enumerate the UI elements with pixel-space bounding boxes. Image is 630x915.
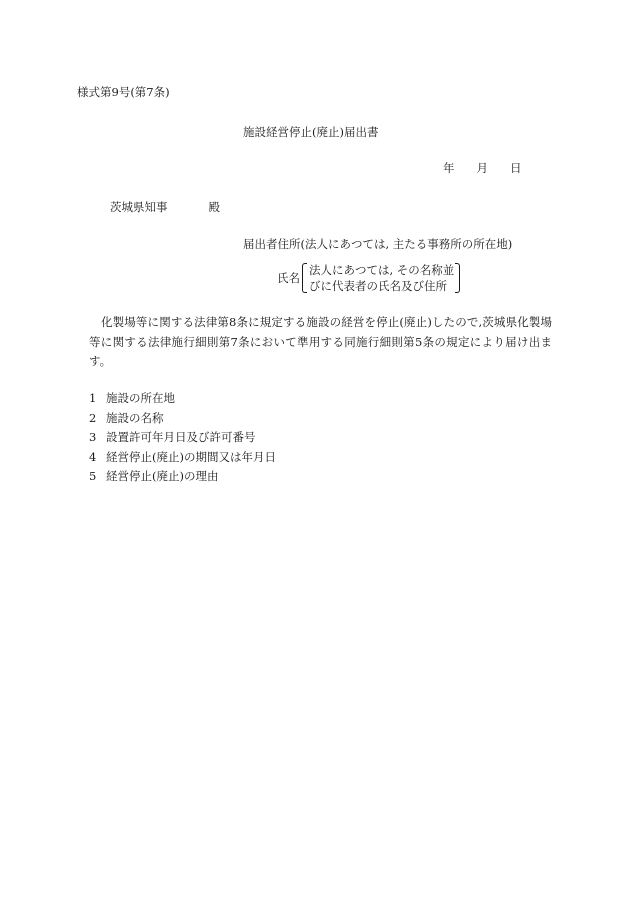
document-title: 施設経営停止(廃止)届出書 <box>243 125 379 139</box>
date-year-label: 年 <box>443 161 455 175</box>
date-line <box>443 160 522 176</box>
notifier-name-label: 氏名 <box>277 271 300 285</box>
body-paragraph: 化製場等に関する法律第8条に規定する施設の経営を停止(廃止)したので,茨城県化製場等に関する法律施行細則第7条において準用する同施行細則第5条の規定により届け出ます。 <box>89 315 552 368</box>
name-note-line-2: びに代表者の氏名及び住所 <box>309 279 447 293</box>
addressee <box>110 199 220 215</box>
list-item <box>89 467 276 487</box>
list-item <box>89 409 276 429</box>
item-label: 施設の所在地 <box>106 391 175 405</box>
item-number: 2 <box>89 410 97 425</box>
item-label: 経営停止(廃止)の期間又は年月日 <box>106 449 276 464</box>
item-label: 施設の名称 <box>106 410 164 425</box>
item-label: 設置許可年月日及び許可番号 <box>106 430 256 444</box>
addressee-name: 茨城県知事 <box>110 200 168 214</box>
list-item <box>89 389 276 409</box>
item-number: 4 <box>89 449 97 464</box>
item-number: 1 <box>89 391 97 405</box>
item-number: 3 <box>89 430 97 444</box>
item-label: 経営停止(廃止)の理由 <box>106 469 219 483</box>
item-number: 5 <box>89 469 97 483</box>
list-item <box>89 428 276 448</box>
date-month-label: 月 <box>476 161 488 175</box>
name-note-bracket <box>302 262 460 294</box>
form-number: 様式第9号(第7条) <box>77 85 170 99</box>
addressee-honorific: 殿 <box>208 200 220 214</box>
notifier-address-label: 届出者住所(法人にあつては, 主たる事務所の所在地) <box>243 237 513 251</box>
date-day-label: 日 <box>510 161 522 175</box>
list-item <box>89 448 276 468</box>
name-note-line-1: 法人にあつては, その名称並 <box>309 263 455 277</box>
item-list <box>89 389 276 487</box>
notifier-name-block <box>277 262 460 294</box>
